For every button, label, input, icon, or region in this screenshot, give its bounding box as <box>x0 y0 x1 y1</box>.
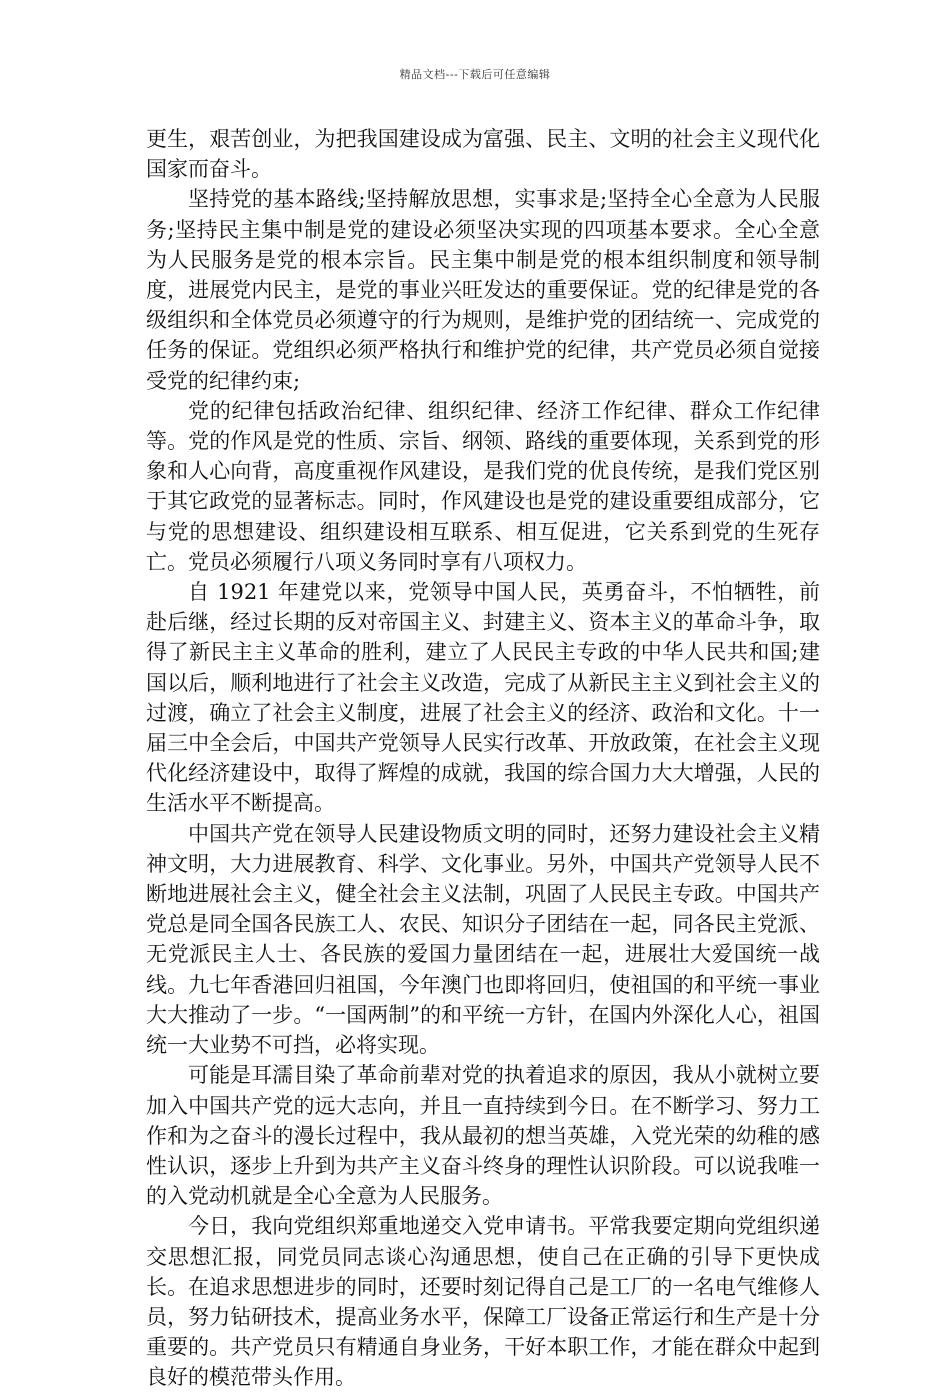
page-header: 精品文档---下载后可任意编辑 <box>399 68 551 81</box>
paragraph-7: 今日，我向党组织郑重地递交入党申请书。平常我要定期向党组织递交思想汇报，同党员同志谈心沟通思想，使自己在正确的引导下更快成长。在追求思想进步的同时，还要时刻记得自己是工厂的一名电气维修人员，努力钻研技术，提高业务水平，保障工厂设备正常运行和生产是十分重要的。共产党员只有精通自身业务，干好本职工作，才能在群众中起到良好的模范带头作用。 <box>146 1214 820 1390</box>
paragraph-4: 自 1921 年建党以来，党领导中国人民，英勇奋斗，不怕牺牲，前赴后继，经过长期的反对帝国主义、封建主义、资本主义的革命斗争，取得了新民主主义革命的胜利，建立了人民民主专政的中华人民共和国;建国以后，顺利地进行了社会主义改造，完成了从新民主主义到社会主义的过渡，确立了社会主义制度，进展了社会主义的经济、政治和文化。十一届三中全会后，中国共产党领导人民实行改革、开放政策，在社会主义现代化经济建设中，取得了辉煌的成就，我国的综合国力大大增强，人民的生活水平不断提高。 <box>146 580 820 816</box>
paragraph-3: 党的纪律包括政治纪律、组织纪律、经济工作纪律、群众工作纪律等。党的作风是党的性质、宗旨、纲领、路线的重要体现，关系到党的形象和人心向背，高度重视作风建设，是我们党的优良传统，是我们党区别于其它政党的显著标志。同时，作风建设也是党的建设重要组成部分，它与党的思想建设、组织建设相互联系、相互促进，它关系到党的生死存亡。党员必须履行八项义务同时享有八项权力。 <box>146 398 820 574</box>
paragraph-5: 中国共产党在领导人民建设物质文明的同时，还努力建设社会主义精神文明，大力进展教育、科学、文化事业。另外，中国共产党领导人民不断地进展社会主义，健全社会主义法制，巩固了人民民主专政。中国共产党总是同全国各民族工人、农民、知识分子团结在一起，同各民主党派、无党派民主人士、各民族的爱国力量团结在一起，进展壮大爱国统一战线。九七年香港回归祖国，今年澳门也即将回归，使祖国的和平统一事业大大推动了一步。“一国两制”的和平统一方针，在国内外深化人心，祖国统一大业势不可挡，必将实现。 <box>146 821 820 1058</box>
paragraph-2: 坚持党的基本路线;坚持解放思想，实事求是;坚持全心全意为人民服务;坚持民主集中制是党的建设必须坚决实现的四项基本要求。全心全意为人民服务是党的根本宗旨。民主集中制是党的根本组织制度和领导制度，进展党内民主，是党的事业兴旺发达的重要保证。党的纪律是党的各级组织和全体党员必须遵守的行为规则，是维护党的团结统一、完成党的任务的保证。党组织必须严格执行和维护党的纪律，共产党员必须自觉接受党的纪律约束; <box>146 187 820 393</box>
document-body <box>146 124 820 1393</box>
paragraph-6: 可能是耳濡目染了革命前辈对党的执着追求的原因，我从小就树立要加入中国共产党的远大志向，并且一直持续到今日。在不断学习、努力工作和为之奋斗的漫长过程中，我从最初的想当英雄，入党光荣的幼稚的感性认识，逐步上升到为共产主义奋斗终身的理性认识阶段。可以说我唯一的入党动机就是全心全意为人民服务。 <box>146 1063 820 1209</box>
paragraph-1: 更生，艰苦创业，为把我国建设成为富强、民主、文明的社会主义现代化国家而奋斗。 <box>146 127 820 182</box>
